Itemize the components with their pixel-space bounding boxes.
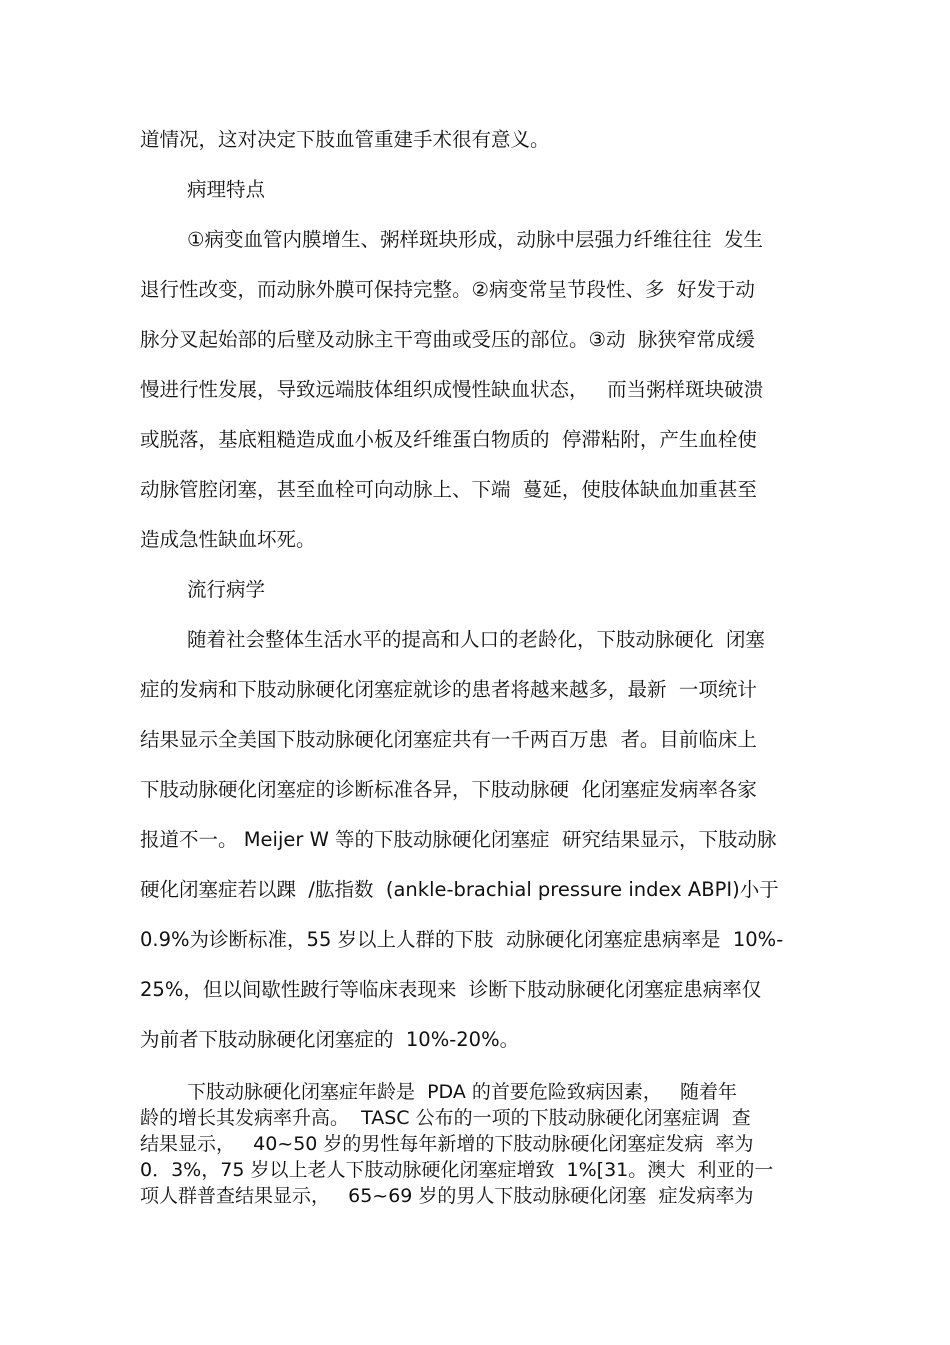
pathology-line: ①病变血管内膜增生、粥样斑块形成，动脉中层强力纤维往往 发生 xyxy=(187,228,763,251)
epidemiology-line: 下肢动脉硬化闭塞症的诊断标准各异，下肢动脉硬 化闭塞症发病率各家 xyxy=(140,778,757,801)
epidemiology-line: 25%，但以间歇性跛行等临床表现来 诊断下肢动脉硬化闭塞症患病率仅 xyxy=(140,978,762,1001)
age-risk-line: 0．3%，75 岁以上老人下肢动脉硬化闭塞症增致 1%[31。澳大 利亚的一 xyxy=(140,1159,774,1181)
age-risk-line: 结果显示， 40~50 岁的男性每年新增的下肢动脉硬化闭塞症发病 率为 xyxy=(140,1133,754,1155)
pathology-line: 脉分叉起始部的后壁及动脉主干弯曲或受压的部位。③动 脉狭窄常成缓 xyxy=(140,328,755,351)
section-heading-pathology: 病理特点 xyxy=(187,178,266,201)
pathology-line: 慢进行性发展，导致远端肢体组织成慢性缺血状态， 而当粥样斑块破溃 xyxy=(140,378,764,401)
epidemiology-line: 硬化闭塞症若以踝 /肱指数 (ankle-brachial pressure index ABPI)小于 xyxy=(140,878,779,901)
age-risk-line: 项人群普查结果显示， 65~69 岁的男人下肢动脉硬化闭塞 症发病率为 xyxy=(140,1185,754,1207)
pathology-line: 退行性改变，而动脉外膜可保持完整。②病变常呈节段性、多 好发于动 xyxy=(140,278,755,301)
epidemiology-line: 随着社会整体生活水平的提高和人口的老龄化，下肢动脉硬化 闭塞 xyxy=(187,628,765,651)
epidemiology-line: 症的发病和下肢动脉硬化闭塞症就诊的患者将越来越多，最新 一项统计 xyxy=(140,678,757,701)
age-risk-line: 龄的增长其发病率升高。 TASC 公布的一项的下肢动脉硬化闭塞症调 查 xyxy=(140,1107,751,1129)
epidemiology-line: 为前者下肢动脉硬化闭塞症的 10%-20%。 xyxy=(140,1028,520,1051)
intro-line: 道情况，这对决定下肢血管重建手术很有意义。 xyxy=(140,128,550,151)
section-heading-epidemiology: 流行病学 xyxy=(187,578,266,601)
pathology-line: 动脉管腔闭塞，甚至血栓可向动脉上、下端 蔓延，使肢体缺血加重甚至 xyxy=(140,478,757,501)
age-risk-line: 下肢动脉硬化闭塞症年龄是 PDA 的首要危险致病因素， 随着年 xyxy=(187,1081,737,1103)
epidemiology-line: 0.9%为诊断标准，55 岁以上人群的下肢 动脉硬化闭塞症患病率是 10%- xyxy=(140,928,784,951)
pathology-line: 造成急性缺血坏死。 xyxy=(140,528,316,551)
pathology-line: 或脱落，基底粗糙造成血小板及纤维蛋白物质的 停滞粘附，产生血栓使 xyxy=(140,428,757,451)
epidemiology-line: 报道不一。 Meijer W 等的下肢动脉硬化闭塞症 研究结果显示，下肢动脉 xyxy=(140,828,777,851)
epidemiology-line: 结果显示全美国下肢动脉硬化闭塞症共有一千两百万患 者。目前临床上 xyxy=(140,728,757,751)
